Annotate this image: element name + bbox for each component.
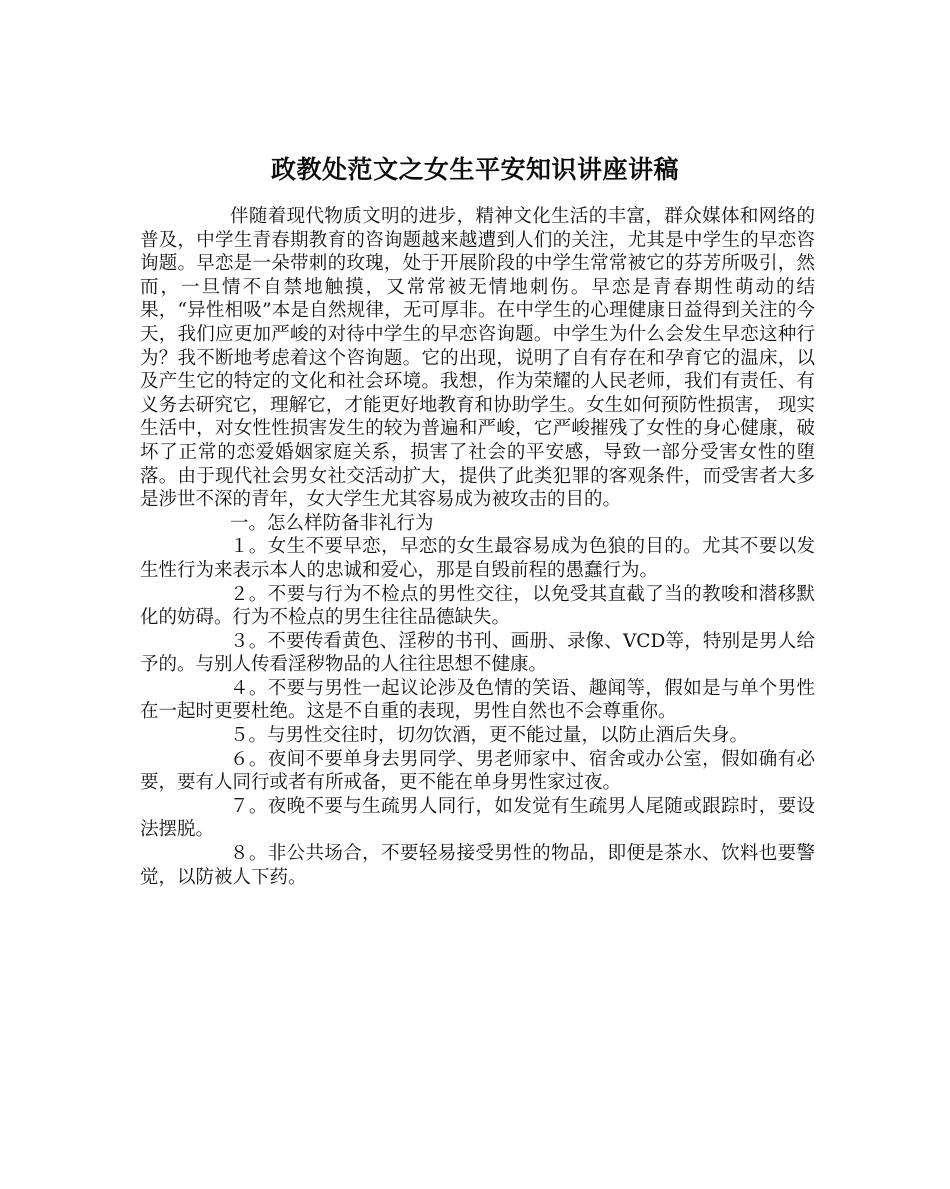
list-item: １。女生不要早恋，早恋的女生最容易成为色狼的目的。尤其不要以发生性行为来表示本人的忠诚和爱心，那是自毁前程的愚蠢行为。 xyxy=(140,536,815,581)
list-item: ５。与男性交往时，切勿饮酒，更不能过量，以防止酒后失身。 xyxy=(230,725,749,747)
list-item: ８。非公共场合，不要轻易接受男性的物品，即便是茶水、饮料也要警觉，以防被人下药。 xyxy=(140,843,815,888)
list-item: ３。不要传看黄色、淫秽的书刊、画册、录像、VCD等，特别是男人给予的。与别人传看淫秽物品的人往往思想不健康。 xyxy=(140,630,815,676)
intro-paragraph: 伴随着现代物质文明的进步，精神文化生活的丰富，群众媒体和网络的普及，中学生青春期教育的咨询题越来越遭到人们的关注，尤其是中学生的早恋咨询题。早恋是一朵带刺的玫瑰，处于开展阶段的中学生常常被它的芬芳所吸引，然而，一旦情不自禁地触摸，又常常被无情地刺伤。早恋是青春期性萌动的结果，“异性相吸”本是自然规律，无可厚非。在中学生的心理健康日益得到关注的今天，我们应更加严峻的对待中学生的早恋咨询题。中学生为什么会发生早恋这种行为？我不断地考虑着这个咨询题。它的出现，说明了自有存在和孕育它的温床，以及产生它的特定的文化和社会环境。我想，作为荣耀的人民老师，我们有责任、有义务去研究它，理解它，才能更好地教育和协助学生。女生如何预防性损害， 现实生活中，对女性性损害发生的较为普遍和严峻，它严峻摧残了女性的身心健康，破坏了正常的恋爱婚姻家庭关系，损害了社会的平安感，导致一部分受害女性的堕落。由于现代社会男女社交活动扩大，提供了此类犯罪的客观条件，而受害者大多是涉世不深的青年，女大学生尤其容易成为被攻击的目的。 xyxy=(140,206,815,511)
list-item: ４。不要与男性一起议论涉及色情的笑语、趣闻等，假如是与单个男性在一起时更要杜绝。这是不自重的表现，男性自然也不会尊重你。 xyxy=(140,677,815,723)
document-body xyxy=(140,205,815,889)
list-item: ７。夜晚不要与生疏男人同行，如发觉有生疏男人尾随或跟踪时，要设法摆脱。 xyxy=(140,795,815,841)
list-item: ６。夜间不要单身去男同学、男老师家中、宿舍或办公室，假如确有必要，要有人同行或者有所戒备，更不能在单身男性家过夜。 xyxy=(140,748,815,794)
document-title: 政教处范文之女生平安知识讲座讲稿 xyxy=(270,154,679,184)
list-item: ２。不要与行为不检点的男性交往，以免受其直截了当的教唆和潜移默化的妨碍。行为不检点的男生往往品德缺失。 xyxy=(140,583,815,629)
section-heading: 一。怎么样防备非礼行为 xyxy=(230,512,434,534)
